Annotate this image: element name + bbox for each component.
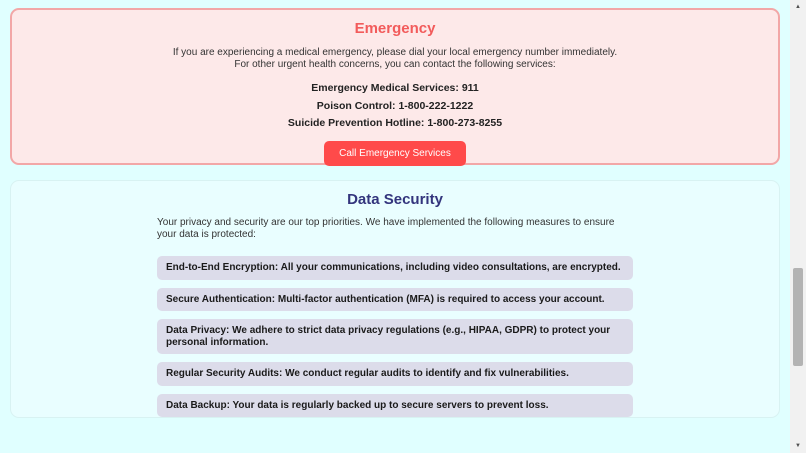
measure-data-backup: Data Backup: Your data is regularly backed up to secure servers to prevent loss. xyxy=(157,394,633,418)
emergency-description xyxy=(12,47,778,70)
data-security-card xyxy=(10,180,780,418)
measure-secure-authentication: Secure Authentication: Multi-factor authentication (MFA) is required to access your account. xyxy=(157,288,633,312)
emergency-card xyxy=(10,8,780,165)
emergency-contacts xyxy=(12,83,778,129)
contact-poison-control: Poison Control: 1-800-222-1222 xyxy=(316,99,474,112)
measure-end-to-end-encryption: End-to-End Encryption: All your communications, including video consultations, are encrypted. xyxy=(157,256,633,280)
data-security-description: Your privacy and security are our top priorities. We have implemented the following measures to ensure your data is protected: xyxy=(157,217,615,240)
measure-data-privacy: Data Privacy: We adhere to strict data privacy regulations (e.g., HIPAA, GDPR) to protect your personal information. xyxy=(157,319,633,354)
scrollbar-thumb[interactable] xyxy=(793,268,803,366)
contact-suicide-prevention: Suicide Prevention Hotline: 1-800-273-8255 xyxy=(287,117,503,129)
emergency-description-line2: For other urgent health concerns, you can contact the following services: xyxy=(234,58,556,70)
security-measures-list xyxy=(157,256,633,417)
scroll-down-icon[interactable]: ▼ xyxy=(795,443,801,449)
emergency-title: Emergency xyxy=(354,20,436,37)
data-security-title: Data Security xyxy=(347,191,443,208)
data-security-content xyxy=(157,217,633,417)
contact-emergency-medical: Emergency Medical Services: 911 xyxy=(311,82,479,94)
vertical-scrollbar[interactable] xyxy=(790,0,806,453)
measure-regular-security-audits: Regular Security Audits: We conduct regular audits to identify and fix vulnerabilities. xyxy=(157,362,633,386)
emergency-description-line1: If you are experiencing a medical emergency, please dial your local emergency number immediately. xyxy=(172,47,618,58)
call-emergency-services-button[interactable]: Call Emergency Services xyxy=(324,141,466,166)
scroll-up-icon[interactable]: ▲ xyxy=(795,4,801,10)
